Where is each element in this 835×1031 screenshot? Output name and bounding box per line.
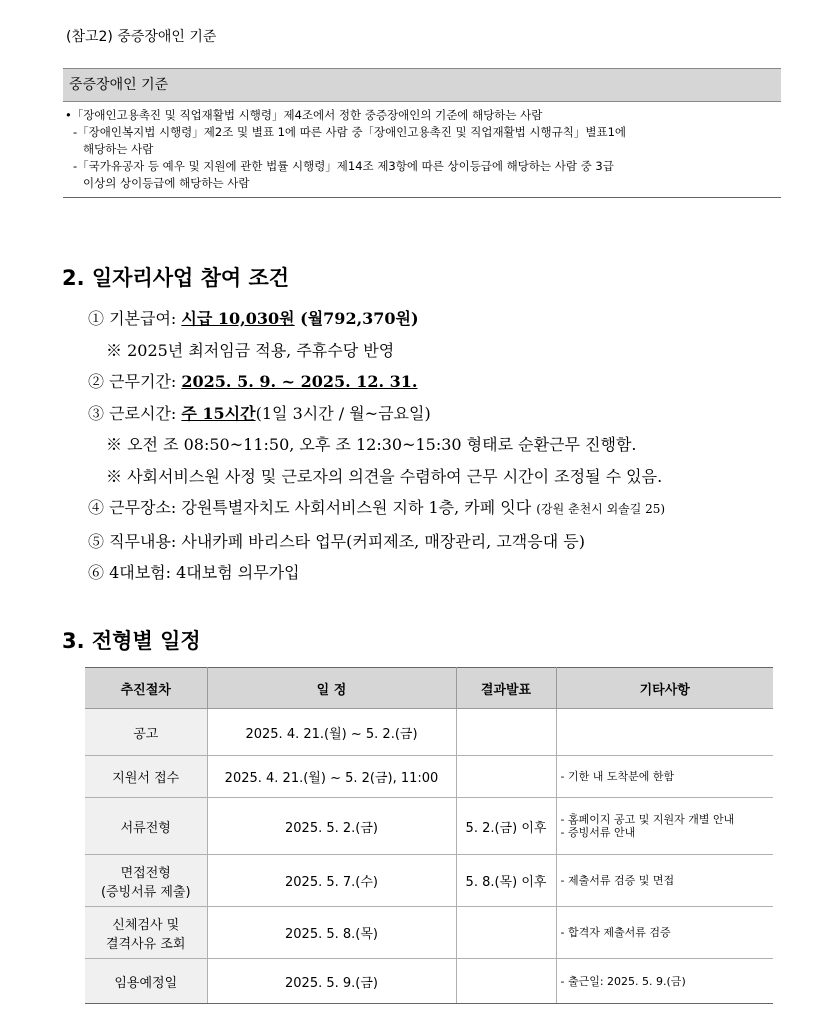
period-item — [88, 366, 665, 398]
header-step: 추진절차 — [85, 668, 207, 709]
hours-extra: (1일 3시간 / 월~금요일) — [255, 403, 431, 423]
step-line: 신체검사 및 — [112, 917, 180, 933]
step-cell: 서류전형 — [85, 798, 207, 855]
result-cell: 5. 8.(목) 이후 — [456, 855, 556, 907]
section3-title: 3. 전형별 일정 — [62, 629, 201, 653]
header-note: 기타사항 — [556, 668, 773, 709]
result-cell — [456, 959, 556, 1004]
criteria-body — [63, 102, 781, 198]
date-cell: 2025. 5. 2.(금) — [207, 798, 456, 855]
step-cell — [85, 907, 207, 959]
note-cell: - 출근일: 2025. 5. 9.(금) — [556, 959, 773, 1004]
duty-item: ⑤ 직무내용: 사내카페 바리스타 업무(커피제조, 매장관리, 고객응대 등) — [88, 531, 585, 551]
date-cell: 2025. 5. 9.(금) — [207, 959, 456, 1004]
insurance-item: ⑥ 4대보험: 4대보험 의무가입 — [88, 563, 300, 582]
table-row — [85, 907, 773, 959]
hours-note: ※ 사회서비스원 사정 및 근로자의 의견을 수렴하여 근무 시간이 조정될 수 있음. — [106, 466, 663, 486]
hours-item — [88, 398, 665, 430]
date-cell: 2025. 4. 21.(월) ~ 5. 2.(금) — [207, 709, 456, 756]
period-value: 2025. 5. 9. ~ 2025. 12. 31. — [181, 372, 418, 391]
hours-value: 주 15시간 — [181, 403, 256, 423]
reference-title: (참고2) 중증장애인 기준 — [66, 29, 217, 45]
note-cell — [556, 798, 773, 855]
table-row — [85, 855, 773, 907]
result-cell — [456, 756, 556, 798]
criteria-line: -「장애인복지법 시행령」제2조 및 별표 1에 따른 사람 중「장애인고용촉진 및 직업재활법 시행규칙」별표1에 — [73, 125, 627, 139]
section2-title: 2. 일자리사업 참여 조건 — [62, 266, 290, 290]
note-cell: - 기한 내 도착분에 한함 — [556, 756, 773, 798]
header-result: 결과발표 — [456, 668, 556, 709]
step-line: (증빙서류 제출) — [100, 884, 191, 900]
note-cell — [556, 709, 773, 756]
header-date: 일 정 — [207, 668, 456, 709]
date-cell: 2025. 5. 8.(목) — [207, 907, 456, 959]
hours-label: ③ 근로시간: — [88, 403, 182, 423]
note-line: - 증빙서류 안내 — [560, 826, 636, 839]
result-cell: 5. 2.(금) 이후 — [456, 798, 556, 855]
step-cell — [85, 855, 207, 907]
note-cell: - 제출서류 검증 및 면접 — [556, 855, 773, 907]
place-item — [88, 492, 665, 526]
criteria-heading: 중증장애인 기준 — [63, 68, 781, 102]
pay-label: ① 기본급여: — [88, 309, 182, 328]
criteria-line: •「장애인고용촉진 및 직업재활법 시행령」제4조에서 정한 중증장애인의 기준에 해당하는 사람 — [65, 108, 543, 122]
note-line: - 홈페이지 공고 및 지원자 개별 안내 — [560, 813, 735, 826]
criteria-line: 이상의 상이등급에 해당하는 사람 — [83, 176, 250, 190]
table-row — [85, 709, 773, 756]
criteria-line: -「국가유공자 등 예우 및 지원에 관한 법률 시행령」제14조 제3항에 따른 상이등급에 해당하는 사람 중 3급 — [73, 159, 614, 173]
step-cell: 공고 — [85, 709, 207, 756]
pay-extra: (월792,370원) — [294, 309, 419, 328]
result-cell — [456, 709, 556, 756]
schedule-table — [85, 667, 773, 1004]
criteria-box — [63, 68, 781, 198]
criteria-line: 해당하는 사람 — [83, 142, 154, 156]
step-line: 면접전형 — [120, 865, 171, 881]
pay-note: ※ 2025년 최저임금 적용, 주휴수당 반영 — [106, 340, 395, 360]
pay-item — [88, 303, 665, 335]
table-row — [85, 756, 773, 798]
date-cell: 2025. 5. 7.(수) — [207, 855, 456, 907]
hours-note: ※ 오전 조 08:50~11:50, 오후 조 12:30~15:30 형태로 순환근무 진행함. — [106, 435, 637, 454]
table-header-row — [85, 668, 773, 709]
note-cell: - 합격자 제출서류 검증 — [556, 907, 773, 959]
place-text: ④ 근무장소: 강원특별자치도 사회서비스원 지하 1층, 카페 잇다 — [88, 498, 537, 517]
step-cell: 임용예정일 — [85, 959, 207, 1004]
table-row — [85, 798, 773, 855]
step-line: 결격사유 조회 — [106, 936, 186, 952]
table-row — [85, 959, 773, 1004]
conditions-list — [88, 303, 665, 589]
pay-value: 시급 10,030원 — [181, 309, 295, 328]
date-cell: 2025. 4. 21.(월) ~ 5. 2(금), 11:00 — [207, 756, 456, 798]
step-cell: 지원서 접수 — [85, 756, 207, 798]
period-label: ② 근무기간: — [88, 372, 182, 391]
result-cell — [456, 907, 556, 959]
place-address: (강원 춘천시 외솔길 25) — [536, 502, 666, 516]
